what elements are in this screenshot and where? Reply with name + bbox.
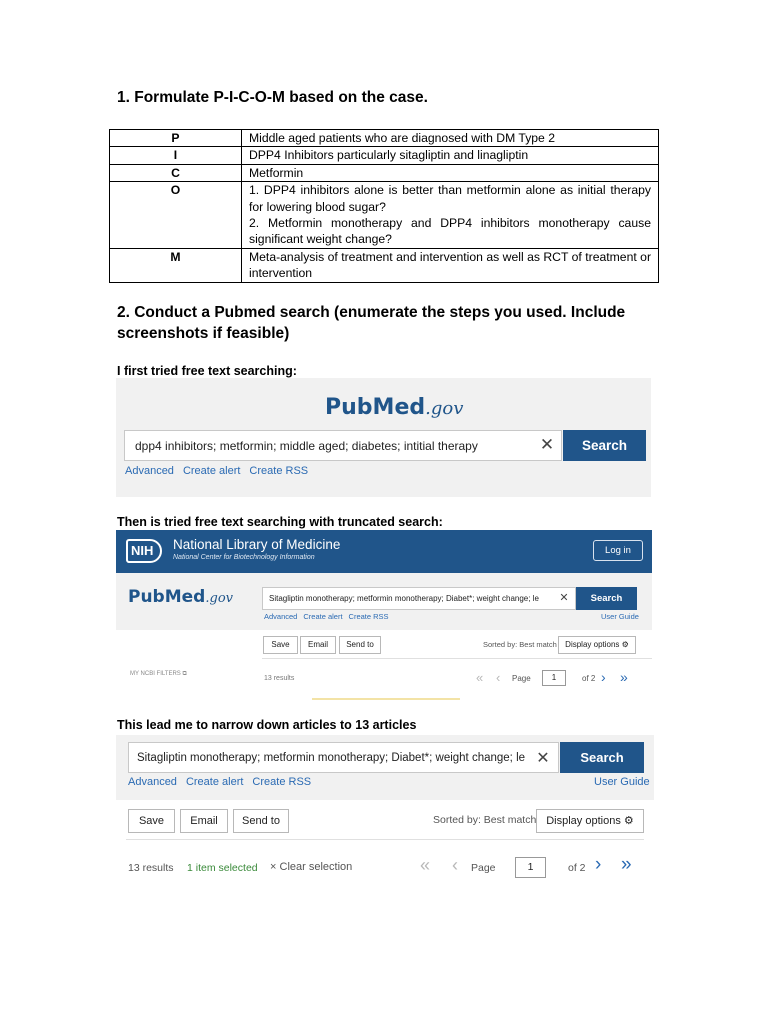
picom-value: Meta-analysis of treatment and intervention as well as RCT of treatment or intervention <box>242 248 659 282</box>
gear-icon: ⚙ <box>621 640 629 649</box>
table-row <box>110 182 659 249</box>
create-rss-link[interactable]: Create RSS <box>348 612 389 621</box>
previous-page-icon[interactable]: ‹ <box>452 855 458 875</box>
selected-count: 1 item selected <box>187 862 258 874</box>
outcome-question-2: 2. Metformin monotherapy and DPP4 inhibitors monotherapy cause significant weight change? <box>249 216 651 247</box>
highlight-bar <box>312 698 460 700</box>
search-query-text: dpp4 inhibitors; metformin; middle aged; diabetes; intitial therapy <box>135 439 478 453</box>
display-options-label: Display options <box>546 815 621 827</box>
first-page-icon[interactable]: « <box>420 855 431 875</box>
table-row <box>110 248 659 282</box>
display-options-button[interactable] <box>558 636 636 654</box>
email-button[interactable]: Email <box>300 636 336 654</box>
picom-key: O <box>110 182 242 249</box>
nih-title: National Library of Medicine <box>173 537 341 552</box>
save-button[interactable]: Save <box>128 809 175 833</box>
picom-value <box>242 182 659 249</box>
gear-icon: ⚙ <box>623 815 634 827</box>
create-alert-link[interactable]: Create alert <box>182 465 241 477</box>
display-options-label: Display options <box>565 640 620 649</box>
nih-subtitle: National Center for Biotechnology Information <box>173 554 315 561</box>
advanced-link[interactable]: Advanced <box>125 465 174 477</box>
picom-key: C <box>110 164 242 181</box>
screenshot-pubmed-search-3 <box>116 735 654 800</box>
clear-icon[interactable]: ✕ <box>536 750 550 767</box>
table-row <box>110 164 659 181</box>
results-count: 13 results <box>128 862 174 874</box>
previous-page-icon[interactable]: ‹ <box>496 670 501 685</box>
search-links <box>128 776 320 788</box>
logo-med-text: Med <box>164 587 206 607</box>
login-button[interactable]: Log in <box>593 540 643 561</box>
search-button[interactable]: Search <box>563 430 646 461</box>
section-heading-pubmed-search: 2. Conduct a Pubmed search (enumerate the steps you used. Include screenshots if feasible) <box>117 304 626 342</box>
screenshot-pubmed-search-2 <box>116 573 652 630</box>
sorted-by-label: Sorted by: Best match <box>483 640 557 649</box>
display-options-button[interactable] <box>536 809 644 833</box>
advanced-link[interactable]: Advanced <box>264 612 298 621</box>
picom-value: DPP4 Inhibitors particularly sitagliptin and linagliptin <box>242 147 659 164</box>
external-link-icon: ⧉ <box>182 671 187 677</box>
page-label: Page <box>512 674 531 683</box>
picom-key: M <box>110 248 242 282</box>
clear-icon[interactable]: ✕ <box>539 435 555 454</box>
first-page-icon[interactable]: « <box>476 670 484 685</box>
pubmed-logo <box>128 587 233 607</box>
picom-key: I <box>110 147 242 164</box>
search-input[interactable] <box>128 742 559 773</box>
page-number-input[interactable]: 1 <box>542 670 566 686</box>
pubmed-logo <box>325 395 463 420</box>
search-input[interactable] <box>262 587 576 610</box>
logo-pub-text: Pub <box>128 587 165 607</box>
advanced-link[interactable]: Advanced <box>128 776 177 788</box>
search-query-text: Sitagliptin monotherapy; metformin monotherapy; Diabet*; weight change; le <box>269 594 539 603</box>
screenshot-results-bar-3 <box>116 800 654 885</box>
table-row <box>110 130 659 147</box>
section-heading-picom: 1. Formulate P-I-C-O-M based on the case. <box>117 89 428 106</box>
page-label: Page <box>471 862 496 874</box>
next-page-icon[interactable]: › <box>601 669 606 685</box>
page-total: of 2 <box>568 862 586 874</box>
search-button[interactable]: Search <box>560 742 644 773</box>
clear-selection-button[interactable] <box>270 861 352 873</box>
picom-table <box>109 129 659 283</box>
user-guide-link[interactable]: User Guide <box>594 776 650 788</box>
create-alert-link[interactable]: Create alert <box>303 612 343 621</box>
create-rss-link[interactable]: Create RSS <box>249 465 309 477</box>
logo-pub-text: Pub <box>325 395 373 420</box>
results-count: 13 results <box>264 675 295 682</box>
clear-icon[interactable]: ✕ <box>559 592 569 604</box>
divider <box>262 658 652 659</box>
screenshot-pubmed-search-1 <box>116 378 651 497</box>
nih-header-bar <box>116 530 652 573</box>
send-to-button[interactable]: Send to <box>339 636 381 654</box>
search-links <box>125 465 317 477</box>
last-page-icon[interactable]: » <box>621 854 632 875</box>
last-page-icon[interactable]: » <box>620 669 628 685</box>
picom-value: Metformin <box>242 164 659 181</box>
picom-key: P <box>110 130 242 147</box>
close-icon: × <box>270 861 277 873</box>
logo-gov-text: .gov <box>205 591 233 606</box>
picom-value: Middle aged patients who are diagnosed with DM Type 2 <box>242 130 659 147</box>
search-query-text: Sitagliptin monotherapy; metformin monotherapy; Diabet*; weight change; le <box>137 752 525 764</box>
caption-free-text-search: I first tried free text searching: <box>117 364 297 378</box>
create-alert-link[interactable]: Create alert <box>185 776 244 788</box>
ncbi-filters-label <box>130 671 187 678</box>
send-to-button[interactable]: Send to <box>233 809 289 833</box>
user-guide-link[interactable]: User Guide <box>601 612 639 621</box>
page-number-input[interactable]: 1 <box>515 857 546 878</box>
caption-truncated-search: Then is tried free text searching with truncated search: <box>117 515 443 529</box>
search-links <box>264 612 398 621</box>
email-button[interactable]: Email <box>180 809 228 833</box>
divider <box>126 839 644 840</box>
logo-gov-text: .gov <box>425 398 464 419</box>
ncbi-filters-text: MY NCBI FILTERS <box>130 671 181 677</box>
create-rss-link[interactable]: Create RSS <box>252 776 312 788</box>
nih-logo-badge: NIH <box>126 539 162 563</box>
sorted-by-label: Sorted by: Best match <box>433 814 537 826</box>
next-page-icon[interactable]: › <box>595 854 602 875</box>
page-total: of 2 <box>582 674 596 683</box>
save-button[interactable]: Save <box>263 636 298 654</box>
logo-med-text: Med <box>372 395 426 420</box>
search-input[interactable] <box>124 430 562 461</box>
table-row <box>110 147 659 164</box>
outcome-question-1: 1. DPP4 inhibitors alone is better than metformin alone as initial therapy for lowering blood sugar? <box>249 183 651 214</box>
caption-narrowed-results: This lead me to narrow down articles to 13 articles <box>117 718 417 732</box>
search-button[interactable]: Search <box>576 587 637 610</box>
clear-selection-label: Clear selection <box>279 861 353 873</box>
screenshot-results-bar-2 <box>116 630 652 700</box>
